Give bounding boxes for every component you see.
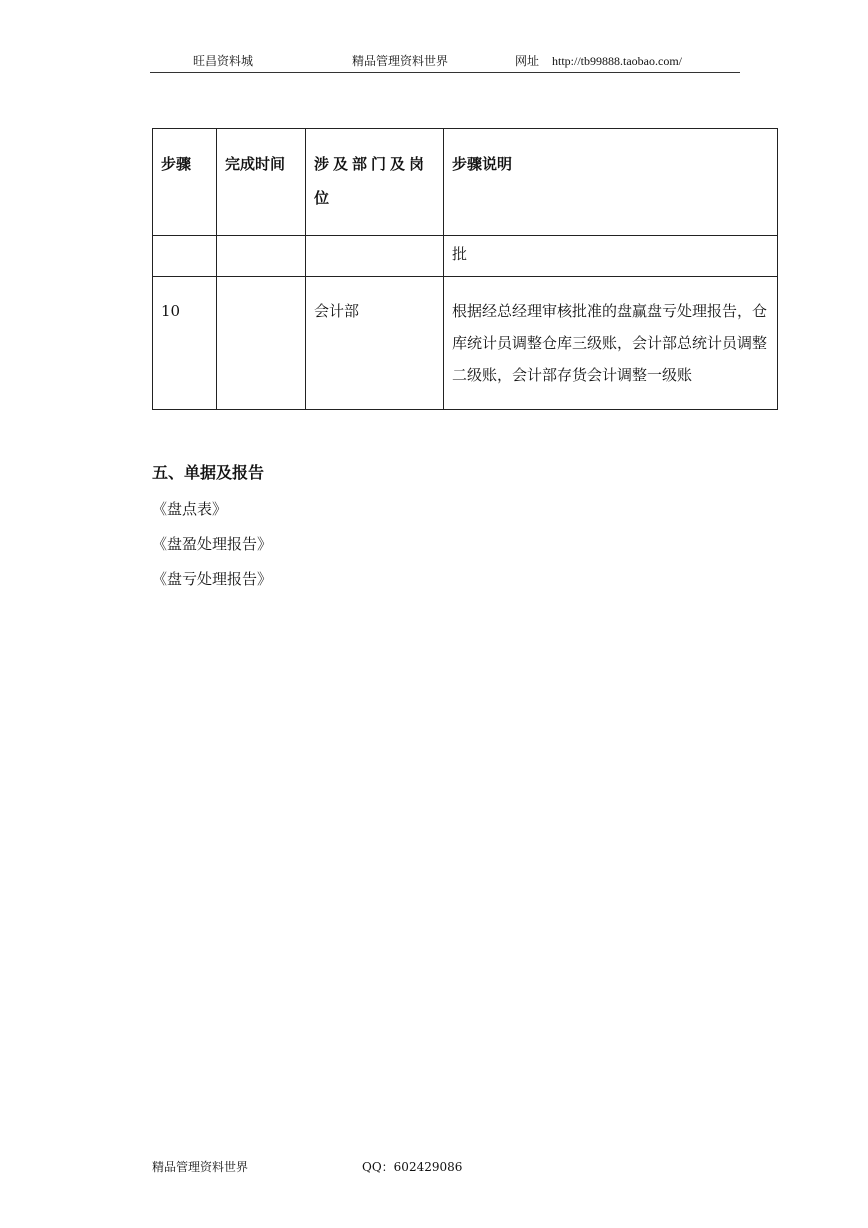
header-url-label: 网址 <box>515 54 540 68</box>
footer-site-name: 精品管理资料世界 <box>152 1160 249 1174</box>
cell-time <box>217 277 306 410</box>
steps-table <box>152 128 778 410</box>
cell-department <box>306 236 444 277</box>
cell-description: 批 <box>444 236 778 277</box>
cell-time <box>217 236 306 277</box>
document-list <box>152 492 272 597</box>
cell-step <box>153 236 217 277</box>
table-header-row <box>153 129 778 236</box>
column-header-step: 步骤 <box>153 129 217 236</box>
table-row <box>153 236 778 277</box>
page-footer <box>152 1158 752 1178</box>
list-item: 《盘亏处理报告》 <box>152 570 273 588</box>
page-header <box>150 52 740 73</box>
header-url-link[interactable]: http://tb99888.taobao.com/ <box>552 54 682 68</box>
cell-description: 根据经总经理审核批准的盘赢盘亏处理报告，仓库统计员调整仓库三级账，会计部总统计员调整二级账，会计部存货会计调整一级账 <box>444 277 778 410</box>
column-header-time: 完成时间 <box>217 129 306 236</box>
column-header-description: 步骤说明 <box>444 129 778 236</box>
list-item: 《盘盈处理报告》 <box>152 535 273 553</box>
header-slogan: 精品管理资料世界 <box>352 54 449 68</box>
footer-qq: QQ：602429086 <box>362 1160 463 1174</box>
list-item: 《盘点表》 <box>152 500 228 518</box>
table-row <box>153 277 778 410</box>
column-header-department: 涉及部门及岗位 <box>306 129 444 236</box>
cell-step: 10 <box>153 277 217 410</box>
section-title: 五、单据及报告 <box>152 463 265 482</box>
header-site-name: 旺昌资料城 <box>193 54 254 68</box>
cell-department: 会计部 <box>306 277 444 410</box>
